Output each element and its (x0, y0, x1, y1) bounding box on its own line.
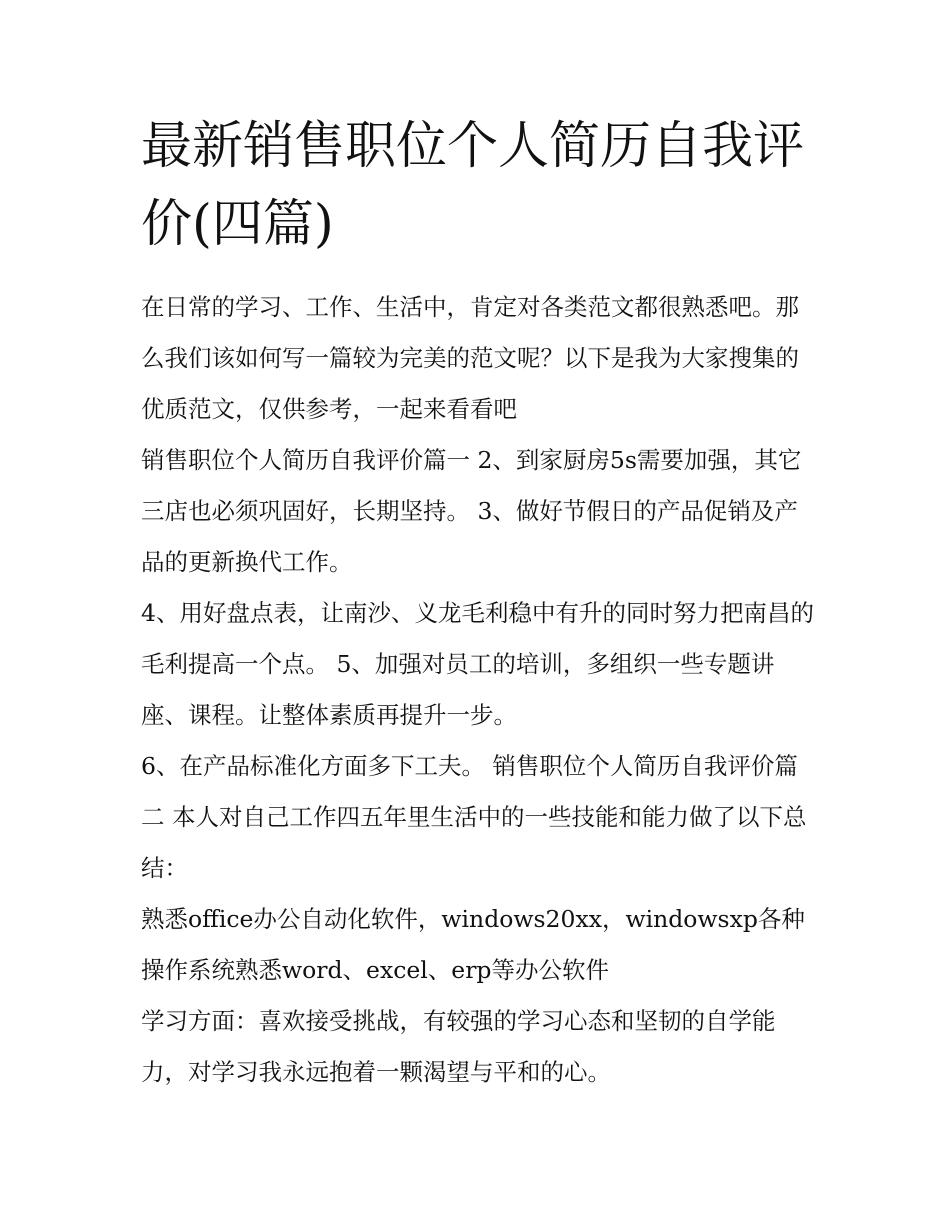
paragraph-part-two: 6、在产品标准化方面多下工夫。 销售职位个人简历自我评价篇二 本人对自己工作四五年里生活中的一些技能和能力做了以下总结： (141, 752, 807, 882)
title-block (141, 108, 816, 264)
document-title: 最新销售职位个人简历自我评价(四篇) (141, 117, 805, 254)
paragraph-part-one: 销售职位个人简历自我评价篇一 2、到家厨房5s需要加强，其它三店也必须巩固好，长期坚持。 3、做好节假日的产品促销及产品的更新换代工作。 (141, 446, 802, 576)
paragraph-intro: 在日常的学习、工作、生活中，肯定对各类范文都很熟悉吧。那么我们该如何写一篇较为完美的范文呢？以下是我为大家搜集的优质范文，仅供参考，一起来看看吧 (141, 293, 799, 423)
paragraph-items-four-five: 4、用好盘点表，让南沙、义龙毛利稳中有升的同时努力把南昌的毛利提高一个点。 5、加强对员工的培训，多组织一些专题讲座、课程。让整体素质再提升一步。 (141, 599, 814, 729)
paragraph-software-skills: 熟悉office办公自动化软件，windows20xx，windowsxp各种操作系统熟悉word、excel、erp等办公软件 (141, 905, 805, 984)
document-body (141, 108, 816, 1098)
paragraph-learning: 学习方面：喜欢接受挑战，有较强的学习心态和坚韧的自学能力，对学习我永远抱着一颗渴望与平和的心。 (141, 1007, 776, 1086)
